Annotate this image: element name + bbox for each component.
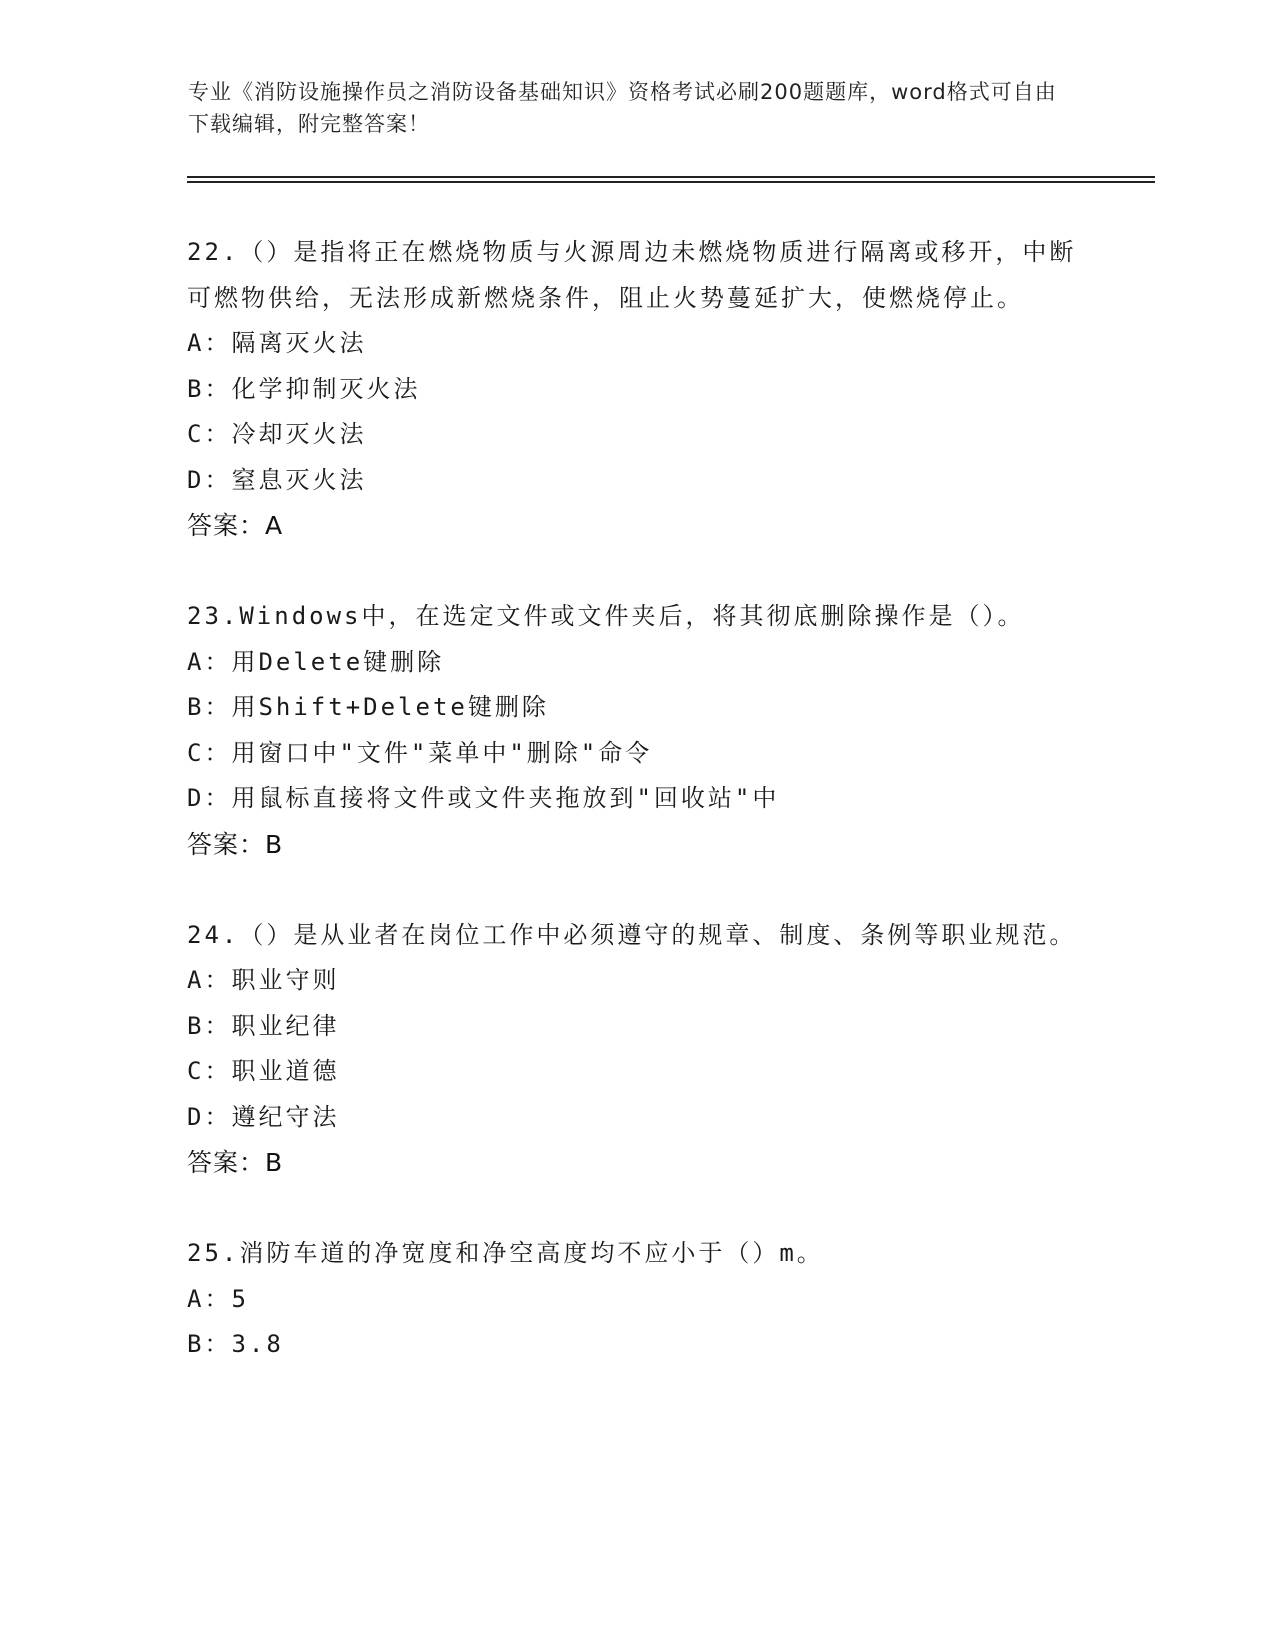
option-b: B：职业纪律 [187,1011,340,1040]
question-22 [187,230,1087,549]
option-c: C：用窗口中"文件"菜单中"删除"命令 [187,738,653,767]
option-d: D：窒息灭火法 [187,465,367,494]
question-23 [187,594,1087,867]
header-rule-top [187,176,1155,178]
option-b: B：化学抑制灭火法 [187,374,421,403]
option-d: D：遵纪守法 [187,1102,340,1131]
option-a: A：用Delete键删除 [187,647,445,676]
option-a: A：隔离灭火法 [187,329,367,357]
option-b: B：3.8 [187,1330,284,1358]
answer: 答案：B [187,829,284,859]
header-rule-bottom [187,181,1155,183]
option-c: C：冷却灭火法 [187,420,367,448]
question-stem: 22.（）是指将正在燃烧物质与火源周边未燃烧物质进行隔离或移开，中断可燃物供给，无法形成新燃烧条件，阻止火势蔓延扩大，使燃烧停止。 [187,238,1077,312]
answer: 答案：B [187,1148,284,1177]
question-24 [187,913,1087,1186]
option-a: A：职业守则 [187,966,340,994]
question-stem: 23.Windows中，在选定文件或文件夹后，将其彻底删除操作是（）。 [187,602,1025,630]
option-a: A：5 [187,1284,249,1313]
question-stem: 24.（）是从业者在岗位工作中必须遵守的规章、制度、条例等职业规范。 [187,920,1077,949]
option-b: B：用Shift+Delete键删除 [187,693,549,721]
question-stem: 25.消防车道的净宽度和净空高度均不应小于（）m。 [187,1239,824,1267]
option-d: D：用鼠标直接将文件或文件夹拖放到"回收站"中 [187,784,780,812]
question-25 [187,1231,1087,1368]
option-c: C：职业道德 [187,1057,340,1085]
answer: 答案：A [187,511,284,540]
question-list [187,230,1087,1368]
document-intro: 专业《消防设施操作员之消防设备基础知识》资格考试必刷200题题库，word格式可自由下载编辑，附完整答案！ [188,80,1057,136]
